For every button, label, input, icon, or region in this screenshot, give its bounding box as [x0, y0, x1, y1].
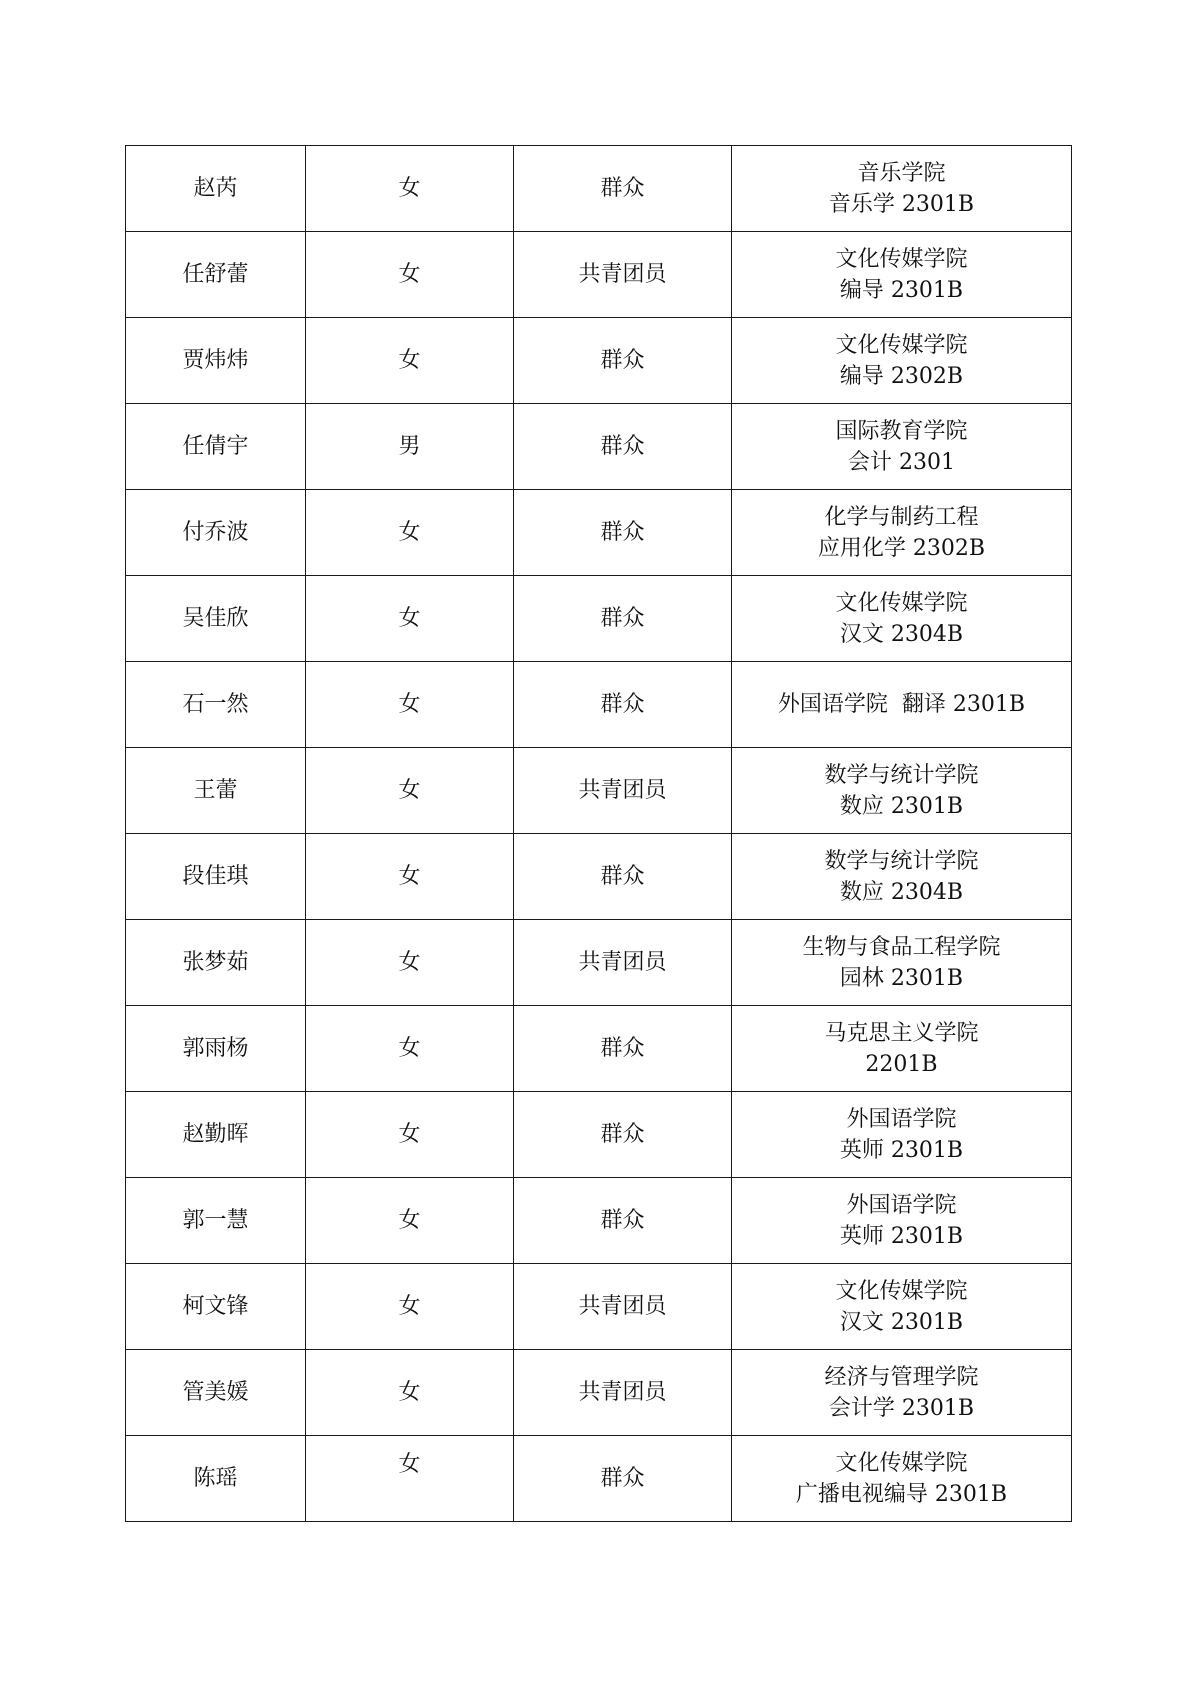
political-status-cell: 共青团员	[514, 232, 732, 318]
name-cell: 郭一慧	[126, 1178, 306, 1264]
class-text: 汉文 2301B	[839, 1309, 964, 1335]
college-text: 文化传媒学院	[835, 246, 968, 272]
college-class-cell	[732, 146, 1072, 232]
class-text: 音乐学 2301B	[828, 191, 975, 217]
class-text: 应用化学 2302B	[817, 535, 986, 561]
college-class-cell	[732, 232, 1072, 318]
college-class-cell	[732, 1006, 1072, 1092]
college-text: 外国语学院	[846, 1106, 957, 1132]
name-cell: 张梦茹	[126, 920, 306, 1006]
gender-text: 女	[398, 1452, 421, 1477]
name-cell: 石一然	[126, 662, 306, 748]
gender-cell: 女	[306, 576, 514, 662]
table-row	[126, 920, 1072, 1006]
class-text: 广播电视编导 2301B	[795, 1481, 1008, 1507]
college-class-cell	[732, 1350, 1072, 1436]
college-text: 文化传媒学院	[835, 1450, 968, 1476]
college-text: 经济与管理学院	[824, 1364, 979, 1390]
gender-cell: 女	[306, 1092, 514, 1178]
table-row	[126, 662, 1072, 748]
college-class-cell	[732, 1436, 1072, 1522]
political-status-cell: 群众	[514, 318, 732, 404]
political-status-cell: 群众	[514, 576, 732, 662]
name-cell: 赵芮	[126, 146, 306, 232]
college-class-cell	[732, 1178, 1072, 1264]
name-cell: 陈瑶	[126, 1436, 306, 1522]
political-status-cell: 群众	[514, 1092, 732, 1178]
name-cell: 贾炜炜	[126, 318, 306, 404]
college-class-cell	[732, 404, 1072, 490]
college-class-cell	[732, 662, 1072, 748]
college-text: 马克思主义学院	[824, 1020, 979, 1046]
college-class-cell	[732, 1264, 1072, 1350]
class-text: 编导 2301B	[839, 277, 964, 303]
name-cell: 任舒蕾	[126, 232, 306, 318]
student-roster-table	[125, 145, 1072, 1522]
name-cell: 郭雨杨	[126, 1006, 306, 1092]
political-status-cell: 共青团员	[514, 748, 732, 834]
college-text: 国际教育学院	[835, 418, 968, 444]
table-row	[126, 146, 1072, 232]
gender-cell: 男	[306, 404, 514, 490]
college-class-cell	[732, 1092, 1072, 1178]
political-status-cell: 群众	[514, 146, 732, 232]
college-text: 文化传媒学院	[835, 1278, 968, 1304]
table-row	[126, 576, 1072, 662]
political-status-cell: 共青团员	[514, 1264, 732, 1350]
gender-cell: 女	[306, 1264, 514, 1350]
class-text: 数应 2301B	[839, 793, 964, 819]
class-text: 编导 2302B	[839, 363, 964, 389]
political-status-cell: 群众	[514, 490, 732, 576]
name-cell: 王蕾	[126, 748, 306, 834]
class-text: 2201B	[865, 1051, 938, 1077]
college-text: 数学与统计学院	[824, 762, 979, 788]
college-text: 文化传媒学院	[835, 590, 968, 616]
college-text: 音乐学院	[857, 160, 946, 186]
political-status-cell: 群众	[514, 404, 732, 490]
class-text: 会计 2301	[848, 449, 955, 475]
gender-cell: 女	[306, 490, 514, 576]
political-status-cell: 群众	[514, 1178, 732, 1264]
college-text: 生物与食品工程学院	[802, 934, 1001, 960]
table-row	[126, 1350, 1072, 1436]
name-cell: 管美媛	[126, 1350, 306, 1436]
table-row	[126, 318, 1072, 404]
class-text: 园林 2301B	[839, 965, 964, 991]
gender-cell: 女	[306, 748, 514, 834]
table-row	[126, 404, 1072, 490]
political-status-cell: 共青团员	[514, 1350, 732, 1436]
college-text: 数学与统计学院	[824, 848, 979, 874]
gender-cell: 女	[306, 232, 514, 318]
table-row	[126, 1178, 1072, 1264]
college-class-cell	[732, 576, 1072, 662]
college-class-cell	[732, 748, 1072, 834]
gender-cell: 女	[306, 834, 514, 920]
name-cell: 付乔波	[126, 490, 306, 576]
college-class-cell	[732, 318, 1072, 404]
college-class-text: 外国语学院 翻译 2301B	[777, 692, 1026, 717]
table-row	[126, 1436, 1072, 1522]
college-text: 外国语学院	[846, 1192, 957, 1218]
table-row	[126, 1092, 1072, 1178]
college-class-cell	[732, 490, 1072, 576]
table-row	[126, 748, 1072, 834]
political-status-cell: 群众	[514, 1436, 732, 1522]
gender-cell: 女	[306, 920, 514, 1006]
name-cell: 赵勤晖	[126, 1092, 306, 1178]
political-status-cell: 群众	[514, 834, 732, 920]
gender-cell: 女	[306, 1178, 514, 1264]
name-cell: 段佳琪	[126, 834, 306, 920]
class-text: 英师 2301B	[839, 1137, 964, 1163]
gender-cell: 女	[306, 1006, 514, 1092]
table-row	[126, 834, 1072, 920]
class-text: 英师 2301B	[839, 1223, 964, 1249]
table-row	[126, 232, 1072, 318]
name-cell: 吴佳欣	[126, 576, 306, 662]
gender-cell: 女	[306, 146, 514, 232]
class-text: 汉文 2304B	[839, 621, 964, 647]
political-status-cell: 共青团员	[514, 920, 732, 1006]
name-cell: 柯文锋	[126, 1264, 306, 1350]
gender-cell: 女	[306, 662, 514, 748]
college-class-cell	[732, 834, 1072, 920]
table-row	[126, 1006, 1072, 1092]
class-text: 会计学 2301B	[828, 1395, 975, 1421]
college-class-cell	[732, 920, 1072, 1006]
political-status-cell: 群众	[514, 1006, 732, 1092]
table-row	[126, 490, 1072, 576]
gender-cell	[306, 1436, 514, 1522]
gender-cell: 女	[306, 318, 514, 404]
gender-cell: 女	[306, 1350, 514, 1436]
class-text: 数应 2304B	[839, 879, 964, 905]
college-text: 化学与制药工程	[824, 504, 979, 530]
college-text: 文化传媒学院	[835, 332, 968, 358]
table-row	[126, 1264, 1072, 1350]
political-status-cell: 群众	[514, 662, 732, 748]
name-cell: 任倩宇	[126, 404, 306, 490]
